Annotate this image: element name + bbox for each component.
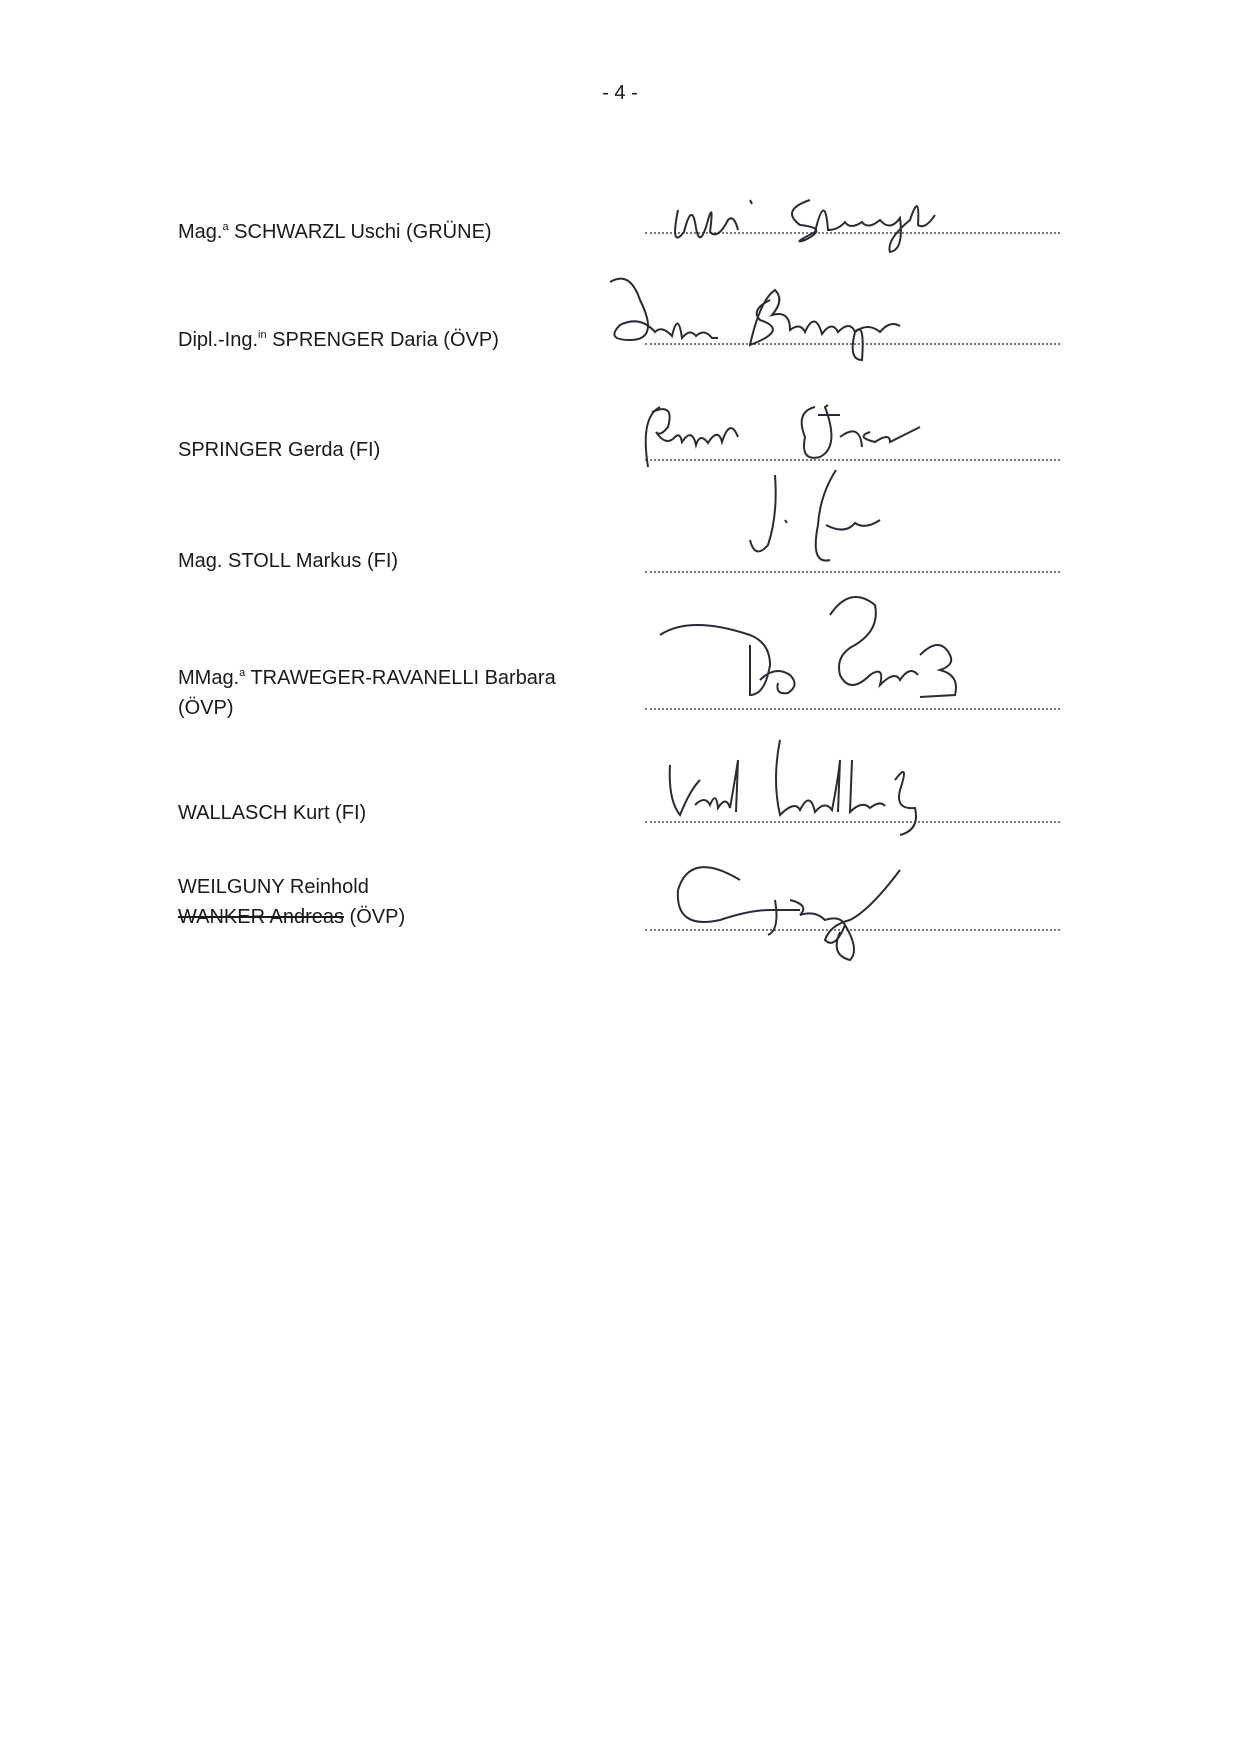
signatory-name <box>178 658 556 723</box>
signature-mark <box>600 270 1100 380</box>
person-name: SCHWARZL Uschi (GRÜNE) <box>234 221 492 243</box>
title-prefix: Dipl.-Ing. <box>178 329 259 351</box>
signatory-name <box>178 320 499 355</box>
signatory-name <box>178 798 366 828</box>
signature-mark <box>600 465 1100 575</box>
signature-mark <box>600 170 1100 270</box>
person-party: (ÖVP) <box>344 906 406 928</box>
signatory-name <box>178 546 398 576</box>
title-suffix: in <box>258 329 267 341</box>
page-number: - 4 - <box>602 82 638 104</box>
title-prefix: MMag. <box>178 667 240 689</box>
title-prefix: Mag. <box>178 221 223 243</box>
signature-mark <box>600 840 1100 970</box>
signatory-name <box>178 872 405 932</box>
title-suffix: a <box>222 221 229 233</box>
signature-mark <box>600 720 1100 840</box>
signatory-name <box>178 435 380 465</box>
replacement-name: WEILGUNY Reinhold <box>178 876 369 898</box>
person-party: (ÖVP) <box>178 697 234 719</box>
person-name: TRAWEGER-RAVANELLI Barbara <box>250 667 556 689</box>
signatory-row <box>0 860 1240 990</box>
struck-name: WANKER Andreas <box>178 906 344 928</box>
person-name: WALLASCH Kurt (FI) <box>178 802 367 824</box>
person-name: SPRENGER Daria (ÖVP) <box>272 329 499 351</box>
title-suffix: a <box>239 667 246 679</box>
person-name: SPRINGER Gerda (FI) <box>178 439 381 461</box>
signature-mark <box>600 585 1100 725</box>
person-name: Mag. STOLL Markus (FI) <box>178 550 399 572</box>
signatory-name <box>178 212 492 247</box>
